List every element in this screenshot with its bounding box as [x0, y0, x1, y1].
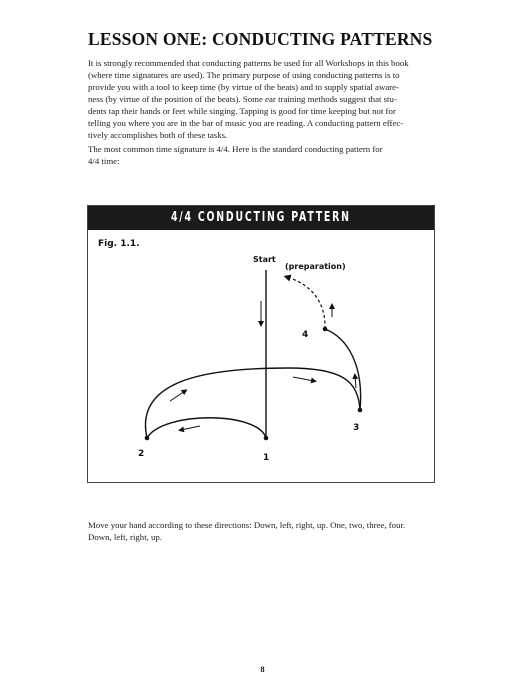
text-line: provide you with a tool to keep time (by virtue of the beats) and to supply spatial aware-: [88, 82, 399, 92]
left-arrow: [181, 426, 200, 430]
beat-1-label: 1: [263, 453, 270, 463]
text-line: dents tap their hands or feet while singing. Tapping is good for time keeping but not for: [88, 106, 396, 116]
preparation-curve: [287, 277, 325, 329]
lesson-heading: LESSON ONE: CONDUCTING PATTERNS: [88, 29, 433, 49]
figure-title: 4/4 CONDUCTING PATTERN: [171, 210, 351, 225]
text-line: 4/4 time:: [88, 156, 120, 166]
beat-2-to-3-curve: [145, 368, 360, 438]
time-signature-paragraph: [88, 143, 438, 167]
text-line: ness (by virtue of the position of the beats). Some ear training methods suggest that stu-: [88, 94, 397, 104]
text-line: (where time signatures are used). The primary purpose of using conducting patterns is to: [88, 70, 400, 80]
start-label: Start: [253, 255, 276, 264]
text-line: The most common time signature is 4/4. Here is the standard conducting pattern for: [88, 144, 383, 154]
beat-4-point: [323, 327, 328, 332]
figure-caption: Fig. 1.1.: [98, 239, 140, 249]
up-arrow: [355, 376, 356, 388]
preparation-label: (preparation): [285, 262, 346, 271]
beat-3-point: [358, 408, 363, 413]
text-line: telling you where you are in the bar of music you are reading. A conducting pattern effec-: [88, 118, 404, 128]
text-line: tively accomplishes both of these tasks.: [88, 130, 228, 140]
right-arrow: [293, 377, 314, 381]
beat-1-point: [264, 436, 269, 441]
beat-3-to-4-curve: [325, 329, 361, 410]
beat-3-label: 3: [353, 423, 360, 433]
text-line: It is strongly recommended that conducting patterns be used for all Workshops in this book: [88, 58, 409, 68]
conducting-pattern-figure: [87, 205, 435, 483]
page-number: 8: [260, 664, 265, 674]
conducting-pattern-diagram: [88, 206, 434, 482]
text-line: Move your hand according to these directions: Down, left, right, up. One, two, three, four.: [88, 520, 406, 530]
directions-paragraph: [88, 519, 438, 543]
up-left-arrow: [170, 391, 185, 401]
beat-2-point: [145, 436, 150, 441]
beat-4-label: 4: [302, 330, 309, 340]
text-line: Down, left, right, up.: [88, 532, 163, 542]
beat-1-to-2-curve: [147, 418, 266, 438]
beat-2-label: 2: [138, 449, 145, 459]
intro-paragraph: [88, 57, 438, 141]
